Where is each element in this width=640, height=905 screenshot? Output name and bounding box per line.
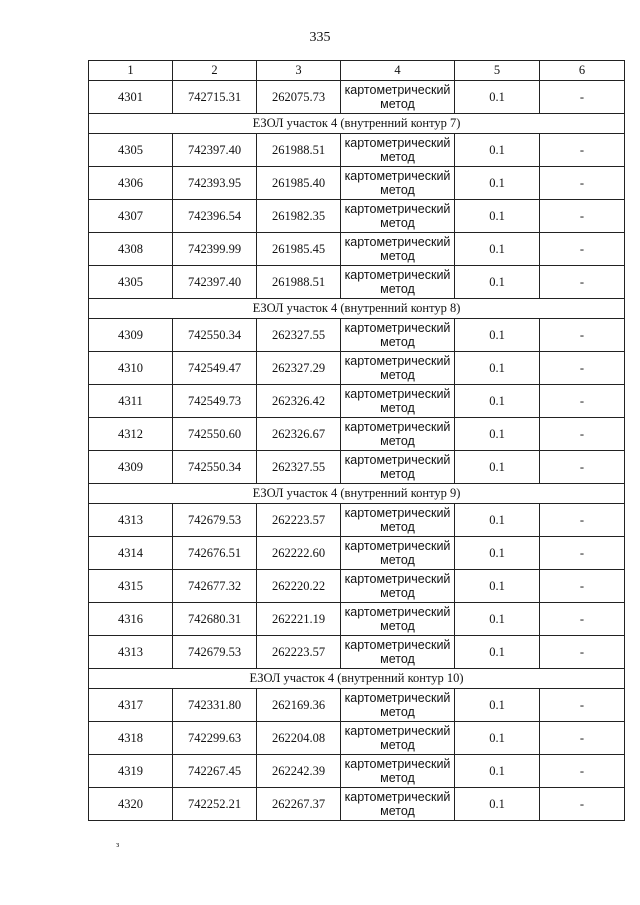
table-row [89, 636, 625, 669]
accuracy-cell: 0.1 [455, 755, 540, 788]
point-number-cell: 4305 [89, 266, 173, 299]
page-number: 335 [309, 30, 331, 45]
section-title: ЕЗОЛ участок 4 (внутренний контур 10) [89, 669, 625, 689]
table-row [89, 319, 625, 352]
x-coordinate-cell: 742267.45 [173, 755, 257, 788]
point-number-cell: 4317 [89, 689, 173, 722]
point-number-cell: 4320 [89, 788, 173, 821]
y-coordinate-cell: 261985.40 [257, 167, 341, 200]
point-number-cell: 4315 [89, 570, 173, 603]
method-cell: картометрический метод [341, 722, 455, 755]
accuracy-cell: 0.1 [455, 319, 540, 352]
y-coordinate-cell: 262327.29 [257, 352, 341, 385]
note-cell: - [540, 167, 625, 200]
column-header-3: 3 [257, 61, 341, 81]
accuracy-cell: 0.1 [455, 167, 540, 200]
accuracy-cell: 0.1 [455, 385, 540, 418]
note-cell: - [540, 570, 625, 603]
point-number-cell: 4319 [89, 755, 173, 788]
x-coordinate-cell: 742550.60 [173, 418, 257, 451]
y-coordinate-cell: 262327.55 [257, 319, 341, 352]
point-number-cell: 4310 [89, 352, 173, 385]
x-coordinate-cell: 742397.40 [173, 266, 257, 299]
note-cell: - [540, 537, 625, 570]
y-coordinate-cell: 262223.57 [257, 504, 341, 537]
note-cell: - [540, 504, 625, 537]
column-header-2: 2 [173, 61, 257, 81]
method-cell: картометрический метод [341, 755, 455, 788]
note-cell: - [540, 788, 625, 821]
point-number-cell: 4313 [89, 636, 173, 669]
y-coordinate-cell: 262220.22 [257, 570, 341, 603]
y-coordinate-cell: 261988.51 [257, 266, 341, 299]
point-number-cell: 4314 [89, 537, 173, 570]
method-cell: картометрический метод [341, 788, 455, 821]
x-coordinate-cell: 742676.51 [173, 537, 257, 570]
table-row [89, 81, 625, 114]
y-coordinate-cell: 262169.36 [257, 689, 341, 722]
section-header-row [89, 484, 625, 504]
coordinates-table [88, 60, 625, 821]
method-cell: картометрический метод [341, 385, 455, 418]
y-coordinate-cell: 262222.60 [257, 537, 341, 570]
note-cell: - [540, 352, 625, 385]
point-number-cell: 4309 [89, 451, 173, 484]
section-title: ЕЗОЛ участок 4 (внутренний контур 8) [89, 299, 625, 319]
table-row [89, 755, 625, 788]
y-coordinate-cell: 262221.19 [257, 603, 341, 636]
point-number-cell: 4313 [89, 504, 173, 537]
table-row [89, 200, 625, 233]
point-number-cell: 4301 [89, 81, 173, 114]
method-cell: картометрический метод [341, 233, 455, 266]
y-coordinate-cell: 262326.67 [257, 418, 341, 451]
point-number-cell: 4308 [89, 233, 173, 266]
method-cell: картометрический метод [341, 570, 455, 603]
accuracy-cell: 0.1 [455, 504, 540, 537]
table-row [89, 418, 625, 451]
point-number-cell: 4318 [89, 722, 173, 755]
note-cell: - [540, 722, 625, 755]
note-cell: - [540, 636, 625, 669]
accuracy-cell: 0.1 [455, 81, 540, 114]
section-title: ЕЗОЛ участок 4 (внутренний контур 9) [89, 484, 625, 504]
x-coordinate-cell: 742550.34 [173, 319, 257, 352]
x-coordinate-cell: 742550.34 [173, 451, 257, 484]
section-header-row [89, 669, 625, 689]
y-coordinate-cell: 261988.51 [257, 134, 341, 167]
accuracy-cell: 0.1 [455, 134, 540, 167]
method-cell: картометрический метод [341, 418, 455, 451]
accuracy-cell: 0.1 [455, 352, 540, 385]
note-cell: - [540, 81, 625, 114]
footnote-mark: з [116, 840, 120, 849]
method-cell: картометрический метод [341, 603, 455, 636]
y-coordinate-cell: 262204.08 [257, 722, 341, 755]
method-cell: картометрический метод [341, 689, 455, 722]
x-coordinate-cell: 742399.99 [173, 233, 257, 266]
note-cell: - [540, 385, 625, 418]
accuracy-cell: 0.1 [455, 570, 540, 603]
x-coordinate-cell: 742331.80 [173, 689, 257, 722]
section-title: ЕЗОЛ участок 4 (внутренний контур 7) [89, 114, 625, 134]
method-cell: картометрический метод [341, 504, 455, 537]
point-number-cell: 4306 [89, 167, 173, 200]
table-row [89, 167, 625, 200]
method-cell: картометрический метод [341, 636, 455, 669]
point-number-cell: 4305 [89, 134, 173, 167]
note-cell: - [540, 603, 625, 636]
note-cell: - [540, 319, 625, 352]
x-coordinate-cell: 742549.47 [173, 352, 257, 385]
accuracy-cell: 0.1 [455, 636, 540, 669]
table-row [89, 233, 625, 266]
method-cell: картометрический метод [341, 319, 455, 352]
column-header-1: 1 [89, 61, 173, 81]
y-coordinate-cell: 261985.45 [257, 233, 341, 266]
method-cell: картометрический метод [341, 537, 455, 570]
y-coordinate-cell: 262075.73 [257, 81, 341, 114]
point-number-cell: 4307 [89, 200, 173, 233]
x-coordinate-cell: 742396.54 [173, 200, 257, 233]
table-row [89, 570, 625, 603]
method-cell: картометрический метод [341, 266, 455, 299]
x-coordinate-cell: 742715.31 [173, 81, 257, 114]
accuracy-cell: 0.1 [455, 603, 540, 636]
accuracy-cell: 0.1 [455, 266, 540, 299]
note-cell: - [540, 451, 625, 484]
table-row [89, 722, 625, 755]
y-coordinate-cell: 262326.42 [257, 385, 341, 418]
table-row [89, 134, 625, 167]
column-header-5: 5 [455, 61, 540, 81]
method-cell: картометрический метод [341, 200, 455, 233]
method-cell: картометрический метод [341, 134, 455, 167]
table-row [89, 537, 625, 570]
y-coordinate-cell: 262327.55 [257, 451, 341, 484]
note-cell: - [540, 233, 625, 266]
table-row [89, 352, 625, 385]
accuracy-cell: 0.1 [455, 233, 540, 266]
accuracy-cell: 0.1 [455, 537, 540, 570]
section-header-row [89, 299, 625, 319]
x-coordinate-cell: 742549.73 [173, 385, 257, 418]
table-row [89, 788, 625, 821]
method-cell: картометрический метод [341, 167, 455, 200]
note-cell: - [540, 755, 625, 788]
note-cell: - [540, 200, 625, 233]
point-number-cell: 4311 [89, 385, 173, 418]
accuracy-cell: 0.1 [455, 200, 540, 233]
x-coordinate-cell: 742252.21 [173, 788, 257, 821]
note-cell: - [540, 266, 625, 299]
accuracy-cell: 0.1 [455, 689, 540, 722]
point-number-cell: 4316 [89, 603, 173, 636]
section-header-row [89, 114, 625, 134]
accuracy-cell: 0.1 [455, 788, 540, 821]
method-cell: картометрический метод [341, 81, 455, 114]
y-coordinate-cell: 262242.39 [257, 755, 341, 788]
table-body [89, 81, 625, 821]
table-row [89, 603, 625, 636]
point-number-cell: 4312 [89, 418, 173, 451]
column-header-4: 4 [341, 61, 455, 81]
x-coordinate-cell: 742393.95 [173, 167, 257, 200]
table-row [89, 385, 625, 418]
x-coordinate-cell: 742677.32 [173, 570, 257, 603]
column-header-6: 6 [540, 61, 625, 81]
header-row [89, 61, 625, 81]
point-number-cell: 4309 [89, 319, 173, 352]
accuracy-cell: 0.1 [455, 722, 540, 755]
x-coordinate-cell: 742680.31 [173, 603, 257, 636]
x-coordinate-cell: 742679.53 [173, 504, 257, 537]
accuracy-cell: 0.1 [455, 418, 540, 451]
table-row [89, 689, 625, 722]
note-cell: - [540, 134, 625, 167]
accuracy-cell: 0.1 [455, 451, 540, 484]
x-coordinate-cell: 742679.53 [173, 636, 257, 669]
y-coordinate-cell: 262267.37 [257, 788, 341, 821]
y-coordinate-cell: 261982.35 [257, 200, 341, 233]
table-row [89, 266, 625, 299]
table-row [89, 504, 625, 537]
method-cell: картометрический метод [341, 352, 455, 385]
method-cell: картометрический метод [341, 451, 455, 484]
table-row [89, 451, 625, 484]
note-cell: - [540, 689, 625, 722]
x-coordinate-cell: 742299.63 [173, 722, 257, 755]
y-coordinate-cell: 262223.57 [257, 636, 341, 669]
note-cell: - [540, 418, 625, 451]
x-coordinate-cell: 742397.40 [173, 134, 257, 167]
